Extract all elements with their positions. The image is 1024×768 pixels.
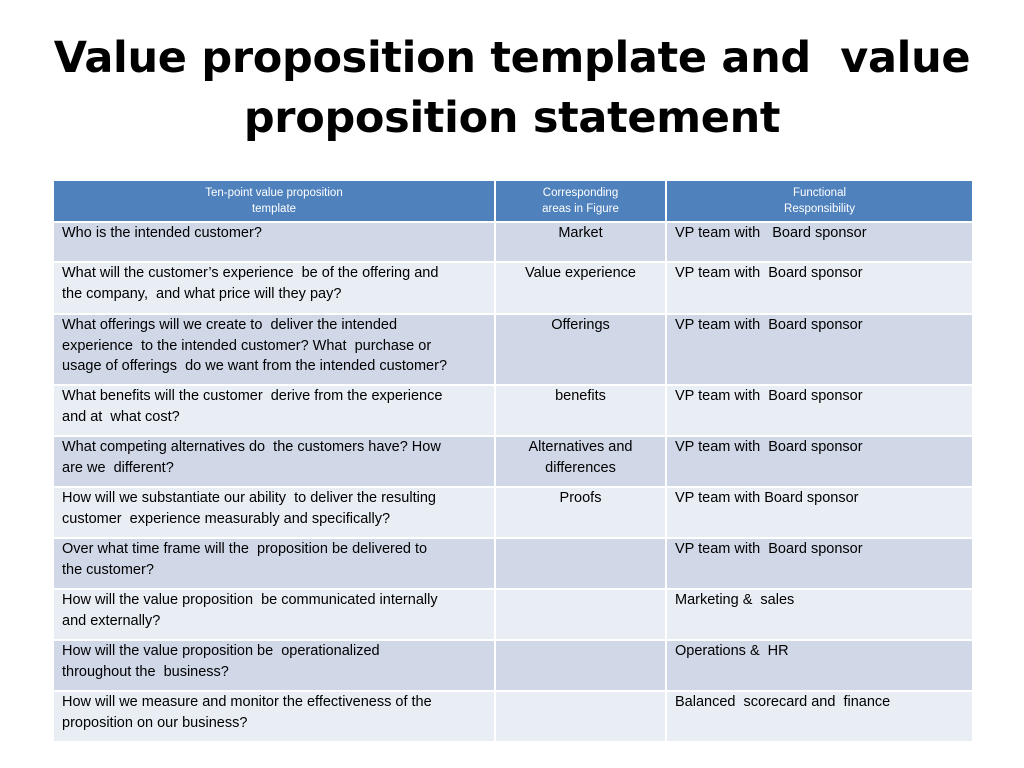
table-row <box>53 589 973 640</box>
area-cell <box>495 538 666 589</box>
responsibility-cell: VP team with Board sponsor <box>666 436 973 487</box>
responsibility-cell: VP team with Board sponsor <box>666 538 973 589</box>
responsibility-cell: VP team with Board sponsor <box>666 222 973 262</box>
header-responsibility: Functional Responsibility <box>666 180 973 222</box>
area-cell <box>495 691 666 742</box>
question-cell: What benefits will the customer derive from the experience and at what cost? <box>53 385 495 436</box>
table-row <box>53 487 973 538</box>
table-row <box>53 385 973 436</box>
question-cell: How will we measure and monitor the effectiveness of the proposition on our business? <box>53 691 495 742</box>
responsibility-cell: VP team with Board sponsor <box>666 262 973 314</box>
header-areas: Corresponding areas in Figure <box>495 180 666 222</box>
question-cell: Who is the intended customer? <box>53 222 495 262</box>
area-cell: Value experience <box>495 262 666 314</box>
responsibility-cell: VP team with Board sponsor <box>666 385 973 436</box>
table-body <box>53 222 973 742</box>
question-cell: What competing alternatives do the customers have? How are we different? <box>53 436 495 487</box>
area-cell: benefits <box>495 385 666 436</box>
area-cell: Alternatives and differences <box>495 436 666 487</box>
table-row <box>53 222 973 262</box>
responsibility-cell: Marketing & sales <box>666 589 973 640</box>
area-cell: Proofs <box>495 487 666 538</box>
area-cell: Market <box>495 222 666 262</box>
table-row <box>53 538 973 589</box>
table-row <box>53 691 973 742</box>
slide-title-line-2: proposition statement <box>243 93 781 143</box>
responsibility-cell: Balanced scorecard and finance <box>666 691 973 742</box>
area-cell <box>495 640 666 691</box>
table-header-row <box>53 180 973 222</box>
table-row <box>53 314 973 385</box>
table-row <box>53 436 973 487</box>
question-cell: How will the value proposition be operationalized throughout the business? <box>53 640 495 691</box>
slide-title-line-1: Value proposition template and value <box>53 33 971 83</box>
area-cell <box>495 589 666 640</box>
question-cell: What will the customer’s experience be of the offering and the company, and what price will they pay? <box>53 262 495 314</box>
responsibility-cell: Operations & HR <box>666 640 973 691</box>
question-cell: What offerings will we create to deliver the intended experience to the intended customer? What purchase or usage of offerings do we want from the intended customer? <box>53 314 495 385</box>
value-proposition-table <box>52 179 974 743</box>
header-template: Ten-point value proposition template <box>53 180 495 222</box>
table-row <box>53 262 973 314</box>
question-cell: Over what time frame will the proposition be delivered to the customer? <box>53 538 495 589</box>
area-cell: Offerings <box>495 314 666 385</box>
question-cell: How will we substantiate our ability to deliver the resulting customer experience measurably and specifically? <box>53 487 495 538</box>
responsibility-cell: VP team with Board sponsor <box>666 487 973 538</box>
responsibility-cell: VP team with Board sponsor <box>666 314 973 385</box>
question-cell: How will the value proposition be communicated internally and externally? <box>53 589 495 640</box>
slide-title <box>0 28 1024 148</box>
table-row <box>53 640 973 691</box>
